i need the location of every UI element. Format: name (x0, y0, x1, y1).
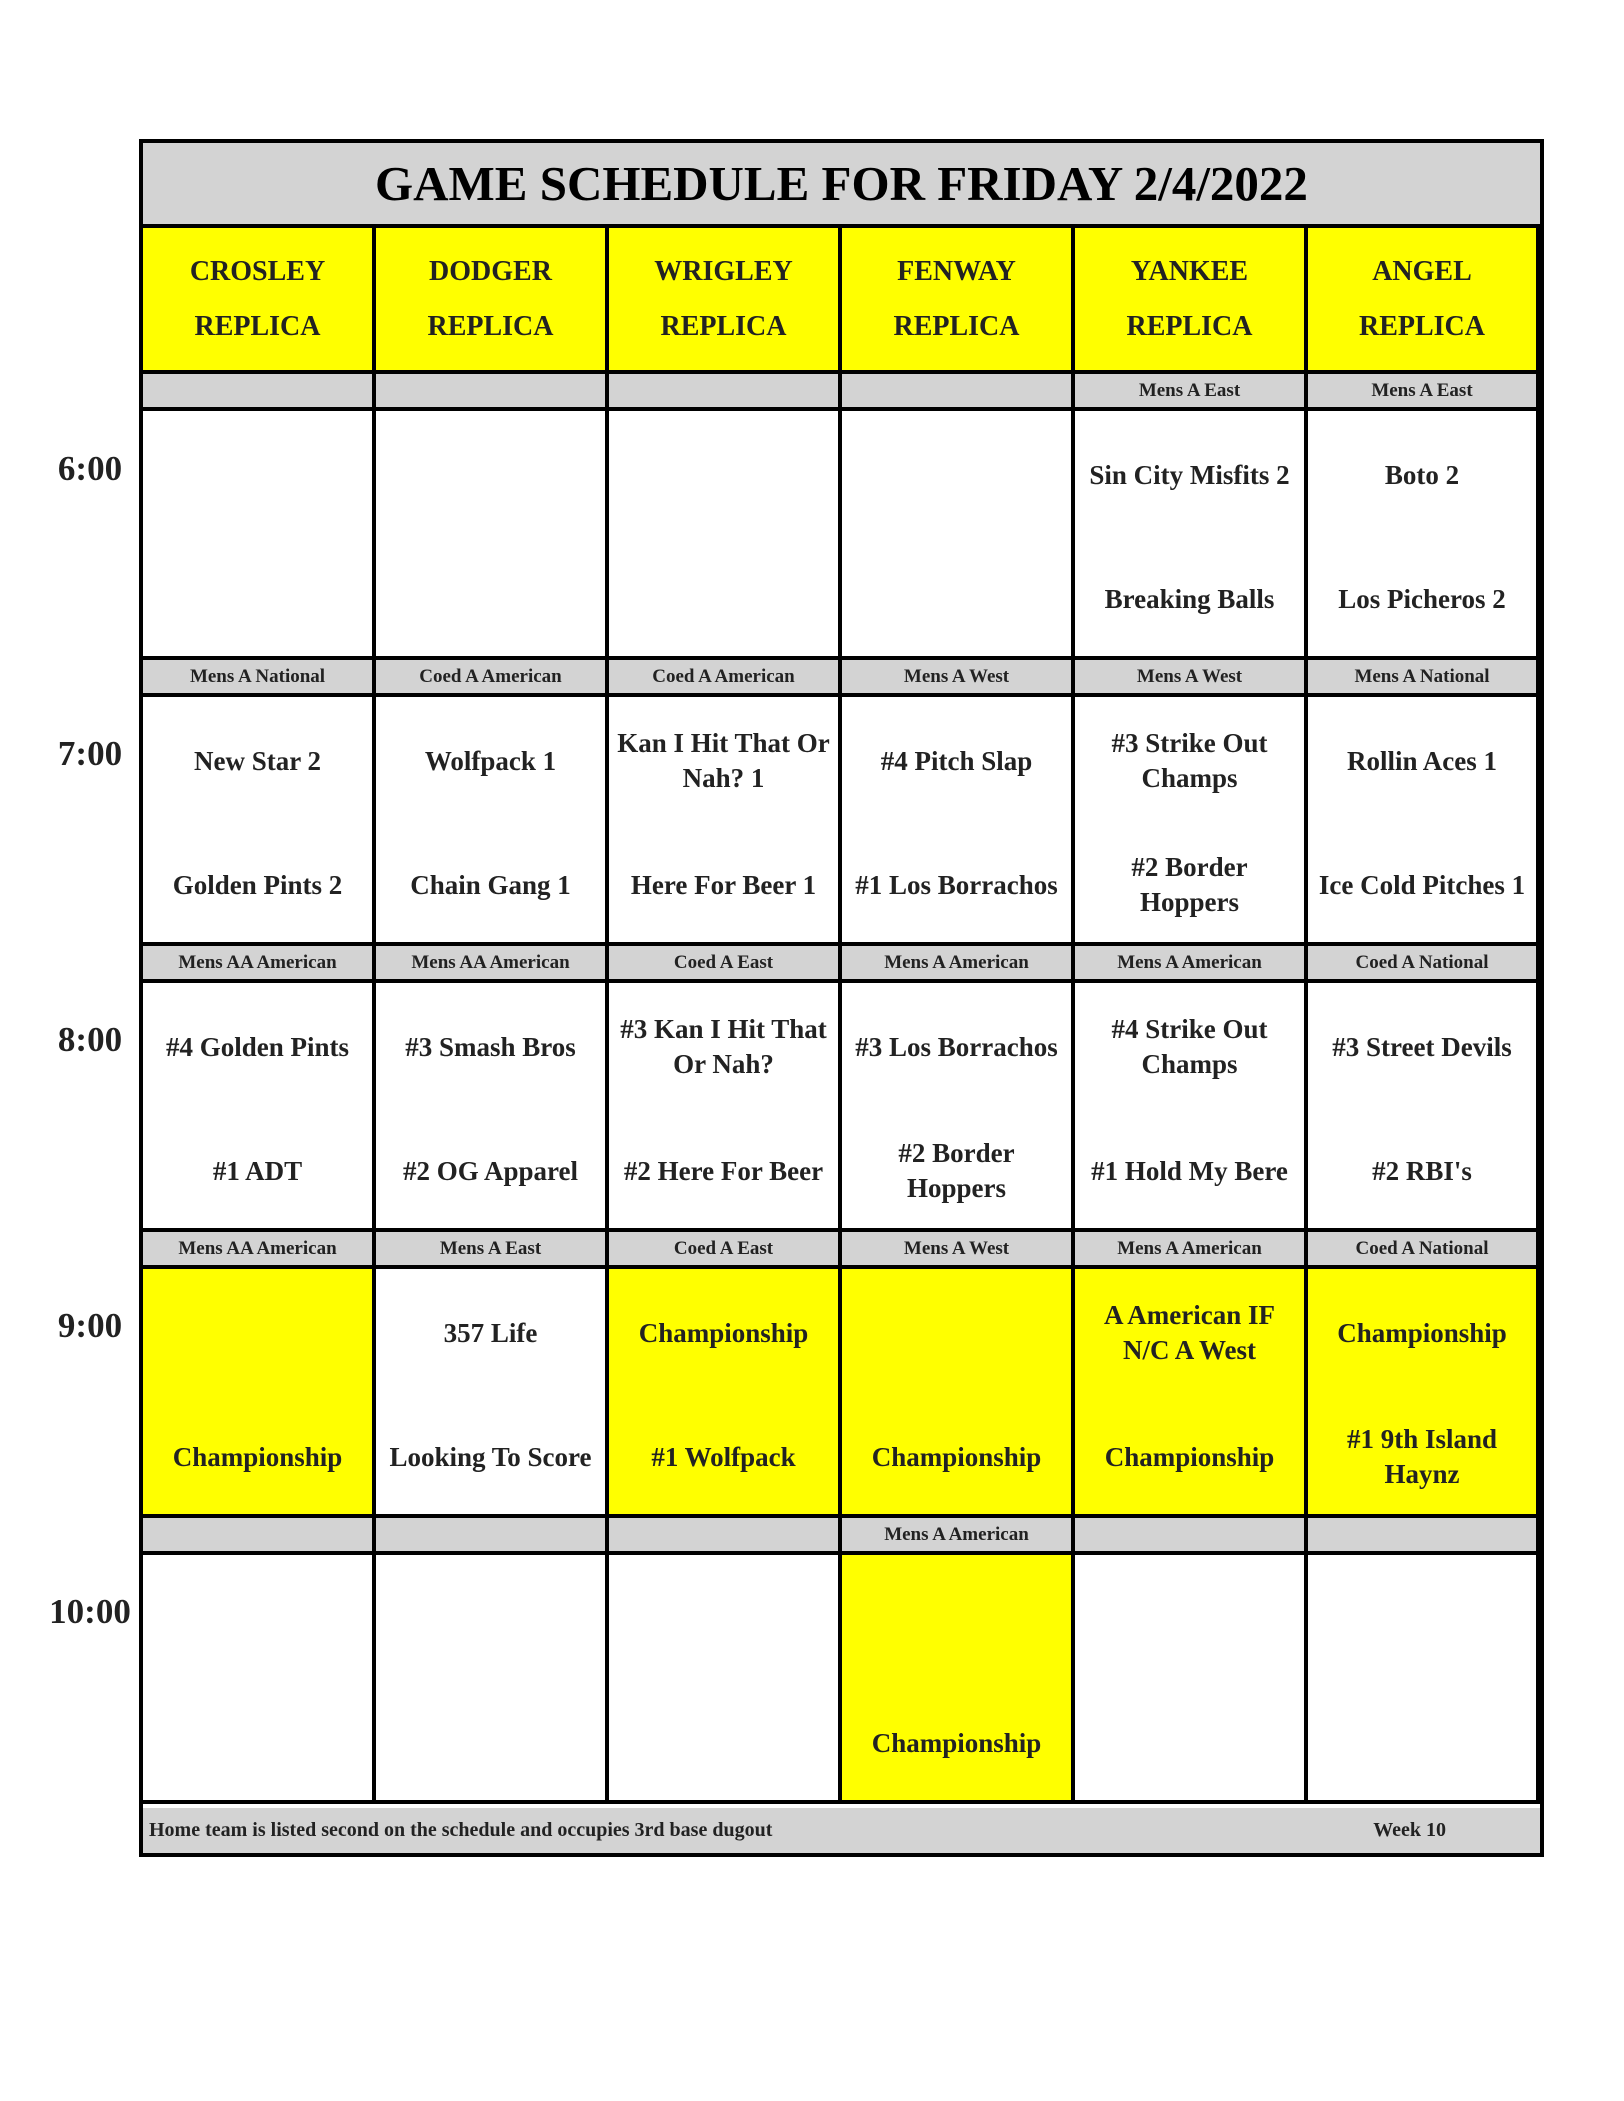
division-label: Mens A American (1075, 1232, 1308, 1269)
home-team (376, 563, 605, 635)
field-type: REPLICA (1358, 311, 1485, 342)
home-team: #1 Hold My Bere (1091, 1155, 1288, 1186)
away-team: #3 Street Devils (1332, 1031, 1512, 1062)
division-label: Mens A East (1308, 374, 1540, 411)
field-name: ANGEL (1372, 256, 1472, 287)
division-label: Mens A West (842, 660, 1075, 697)
game-cell (376, 411, 609, 660)
division-label: Coed A American (609, 660, 842, 697)
home-team: #1 9th Island Haynz (1346, 1424, 1498, 1489)
away-team: Championship (638, 1317, 809, 1348)
field-name: DODGER (429, 256, 552, 287)
away-team: Championship (1337, 1317, 1507, 1348)
division-label: Coed A American (376, 660, 609, 697)
home-team: #2 RBI's (1372, 1155, 1472, 1186)
division-label (143, 374, 376, 411)
home-team: #1 Los Borrachos (855, 869, 1058, 900)
game-cell (143, 1269, 376, 1518)
game-cell (376, 1555, 609, 1804)
away-team (1308, 1583, 1536, 1655)
home-team: Chain Gang 1 (410, 869, 571, 900)
home-team (1308, 1707, 1536, 1779)
field-header (609, 228, 842, 374)
division-label: Coed A East (609, 946, 842, 983)
game-cell (609, 1269, 842, 1518)
home-team: #2 Border Hoppers (1131, 852, 1248, 917)
game-cell (842, 697, 1075, 946)
field-type: REPLICA (1126, 311, 1253, 342)
game-cell (1308, 411, 1540, 660)
game-cell (376, 697, 609, 946)
time-slot-label: 10:00 (49, 1592, 131, 1631)
game-cell (609, 983, 842, 1232)
game-cell (1308, 983, 1540, 1232)
home-team: #2 Here For Beer (623, 1155, 824, 1186)
home-team: Here For Beer 1 (630, 869, 817, 900)
division-label: Coed A East (609, 1232, 842, 1269)
away-team: Boto 2 (1384, 459, 1460, 490)
time-slot-label: 7:00 (57, 734, 123, 773)
division-label (609, 1518, 842, 1555)
away-team (143, 1583, 372, 1655)
division-label: Coed A National (1308, 1232, 1540, 1269)
division-label (376, 374, 609, 411)
field-header (842, 228, 1075, 374)
division-label: Mens AA American (143, 946, 376, 983)
game-cell (143, 411, 376, 660)
home-team: #2 OG Apparel (402, 1155, 579, 1186)
away-team (609, 1583, 838, 1655)
away-team: Wolfpack 1 (424, 745, 557, 776)
home-team: #2 Border Hoppers (898, 1138, 1015, 1203)
field-header (1308, 228, 1540, 374)
field-type: REPLICA (660, 311, 787, 342)
schedule-table (139, 139, 1544, 1857)
home-team: Championship (871, 1727, 1042, 1758)
away-team: #3 Strike Out Champs (1111, 728, 1268, 793)
away-team (842, 439, 1071, 511)
game-cell (1075, 983, 1308, 1232)
away-team: #3 Kan I Hit That Or Nah? (620, 1014, 827, 1079)
game-cell (143, 697, 376, 946)
home-team (143, 1707, 372, 1779)
week-label: Week 10 (1373, 1819, 1446, 1841)
home-team (143, 563, 372, 635)
game-cell (1075, 697, 1308, 946)
division-label: Mens A American (1075, 946, 1308, 983)
game-cell (143, 983, 376, 1232)
division-label: Mens A East (376, 1232, 609, 1269)
game-cell (1308, 697, 1540, 946)
schedule-title: GAME SCHEDULE FOR FRIDAY 2/4/2022 (143, 143, 1540, 228)
game-cell (376, 983, 609, 1232)
away-team: New Star 2 (194, 745, 321, 776)
division-label (1075, 1518, 1308, 1555)
field-type: REPLICA (194, 311, 321, 342)
game-cell (842, 1555, 1075, 1804)
division-label: Mens A East (1075, 374, 1308, 411)
field-type: REPLICA (893, 311, 1020, 342)
division-label: Mens A American (842, 1518, 1075, 1555)
division-label: Coed A National (1308, 946, 1540, 983)
division-label: Mens A West (1075, 660, 1308, 697)
division-label: Mens A National (143, 660, 376, 697)
division-label (842, 374, 1075, 411)
game-cell (1075, 1555, 1308, 1804)
home-team: Golden Pints 2 (172, 869, 343, 900)
away-team (842, 1583, 1071, 1655)
game-cell (609, 697, 842, 946)
home-team: Breaking Balls (1104, 583, 1275, 614)
home-team (609, 1707, 838, 1779)
field-name: CROSLEY (189, 256, 326, 287)
home-team: Looking To Score (389, 1441, 592, 1472)
division-label (376, 1518, 609, 1555)
home-team: Los Picheros 2 (1338, 583, 1506, 614)
division-label: Mens A West (842, 1232, 1075, 1269)
field-header (143, 228, 376, 374)
away-team: #4 Strike Out Champs (1111, 1014, 1268, 1079)
away-team (143, 439, 372, 511)
game-cell (1075, 1269, 1308, 1518)
game-cell (842, 411, 1075, 660)
away-team: 357 Life (443, 1317, 538, 1348)
away-team (143, 1297, 372, 1369)
field-name: YANKEE (1130, 256, 1249, 287)
field-type: REPLICA (427, 311, 554, 342)
division-label (143, 1518, 376, 1555)
division-label: Mens A National (1308, 660, 1540, 697)
division-label (1308, 1518, 1540, 1555)
away-team: #4 Pitch Slap (880, 745, 1033, 776)
home-team: Championship (172, 1441, 343, 1472)
field-header (1075, 228, 1308, 374)
field-name: WRIGLEY (654, 256, 793, 287)
away-team: #4 Golden Pints (165, 1031, 350, 1062)
away-team (1075, 1583, 1304, 1655)
away-team (376, 1583, 605, 1655)
footer-bar (143, 1808, 1540, 1853)
time-slot-label: 9:00 (57, 1306, 123, 1345)
home-team (609, 563, 838, 635)
game-cell (1075, 411, 1308, 660)
away-team: #3 Los Borrachos (855, 1031, 1058, 1062)
home-team (842, 563, 1071, 635)
game-cell (842, 983, 1075, 1232)
division-label: Mens A American (842, 946, 1075, 983)
away-team (842, 1297, 1071, 1369)
home-team (376, 1707, 605, 1779)
game-cell (1308, 1555, 1540, 1804)
game-cell (143, 1555, 376, 1804)
field-header (376, 228, 609, 374)
away-team (376, 439, 605, 511)
division-label: Mens AA American (143, 1232, 376, 1269)
away-team: Sin City Misfits 2 (1089, 459, 1290, 490)
footer-note: Home team is listed second on the schedule and occupies 3rd base dugout (149, 1819, 773, 1841)
away-team: Rollin Aces 1 (1346, 745, 1497, 776)
field-name: FENWAY (897, 256, 1016, 287)
home-team: Ice Cold Pitches 1 (1318, 869, 1526, 900)
division-label (609, 374, 842, 411)
game-cell (1308, 1269, 1540, 1518)
game-cell (609, 1555, 842, 1804)
game-cell (842, 1269, 1075, 1518)
home-team: Championship (871, 1441, 1042, 1472)
game-cell (609, 411, 842, 660)
home-team: #1 Wolfpack (651, 1441, 796, 1472)
time-slot-label: 8:00 (57, 1020, 123, 1059)
time-slot-label: 6:00 (57, 449, 123, 488)
division-label: Mens AA American (376, 946, 609, 983)
game-cell (376, 1269, 609, 1518)
away-team: Kan I Hit That Or Nah? 1 (617, 728, 830, 793)
home-team: #1 ADT (212, 1155, 303, 1186)
home-team: Championship (1104, 1441, 1275, 1472)
away-team: #3 Smash Bros (405, 1031, 576, 1062)
away-team: A American IF N/C A West (1104, 1300, 1275, 1365)
away-team (609, 439, 838, 511)
home-team (1075, 1707, 1304, 1779)
